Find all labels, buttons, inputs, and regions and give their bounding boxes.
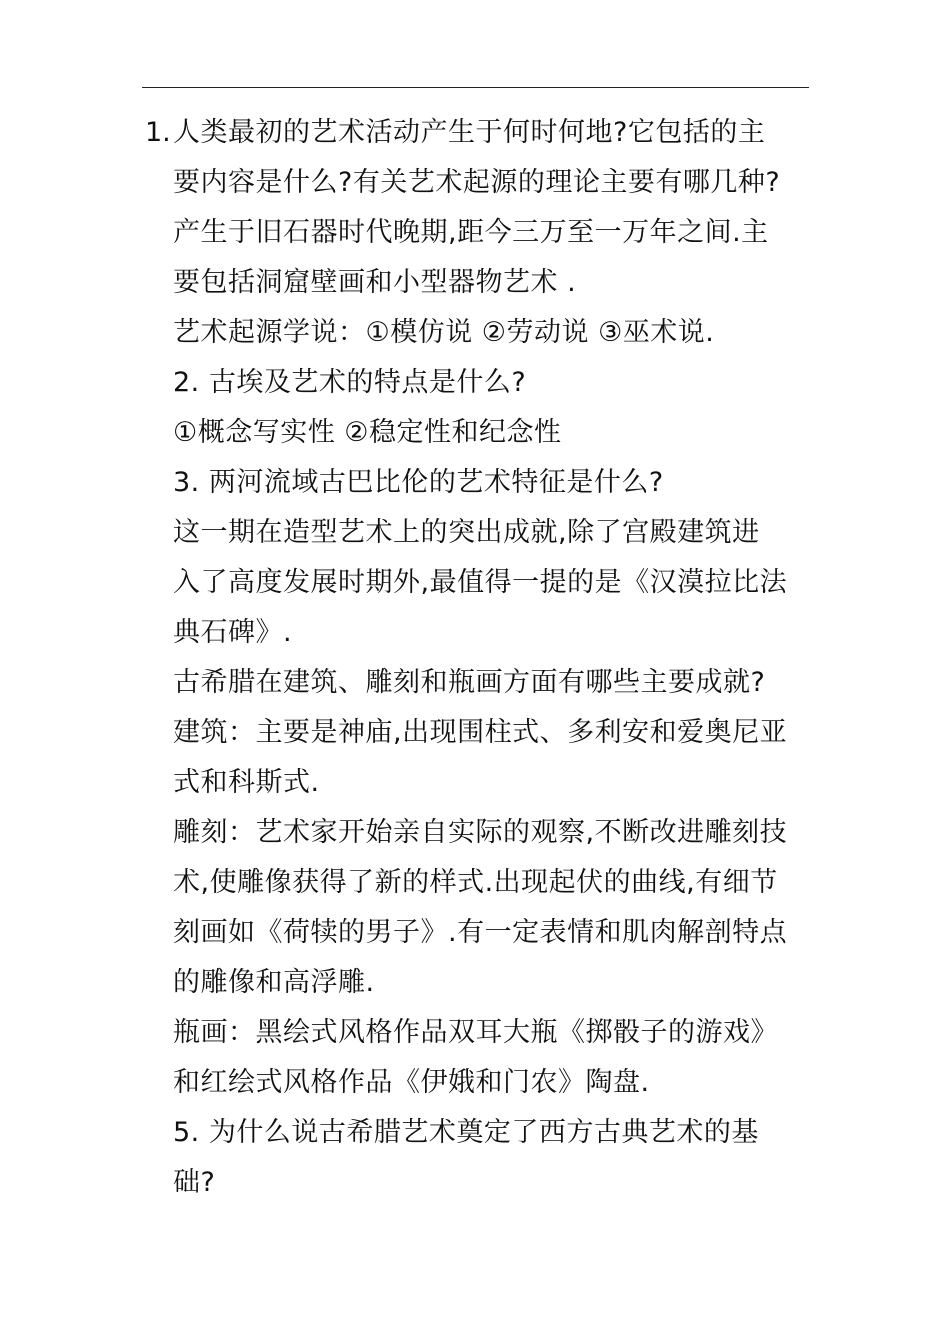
text-line: 产生于旧石器时代晚期,距今三万至一万年之间.主 [173, 217, 769, 248]
text-line: 刻画如《荷犊的男子》.有一定表情和肌肉解剖特点 [173, 917, 788, 948]
text-line: 3. 两河流域古巴比伦的艺术特征是什么? [173, 467, 664, 498]
text-line: 术,使雕像获得了新的样式.出现起伏的曲线,有细节 [173, 867, 778, 898]
text-line: 入了高度发展时期外,最值得一提的是《汉漠拉比法 [173, 567, 788, 598]
text-line: 的雕像和高浮雕. [173, 967, 375, 998]
text-line: 雕刻：艺术家开始亲自实际的观察,不断改进雕刻技 [173, 817, 788, 848]
text-line: ①概念写实性 ②稳定性和纪念性 [173, 417, 562, 448]
text-line: 瓶画：黑绘式风格作品双耳大瓶《掷骰子的游戏》 [173, 1017, 778, 1048]
text-line: 典石碑》. [173, 617, 293, 648]
text-line: 式和科斯式. [173, 767, 320, 798]
text-line: 建筑：主要是神庙,出现围柱式、多利安和爱奥尼亚 [173, 717, 788, 748]
text-line: 和红绘式风格作品《伊娥和门农》陶盘. [173, 1067, 650, 1098]
text-line: 2. 古埃及艺术的特点是什么? [173, 367, 527, 398]
text-line: 古希腊在建筑、雕刻和瓶画方面有哪些主要成就? [173, 667, 766, 698]
text-line: 要包括洞窟壁画和小型器物艺术 . [173, 267, 577, 298]
item-number-1: 1. [145, 117, 171, 148]
text-line: 要内容是什么?有关艺术起源的理论主要有哪几种? [173, 167, 781, 198]
text-line: 这一期在造型艺术上的突出成就,除了宫殿建筑进 [173, 517, 760, 548]
text-line: 础? [173, 1167, 216, 1198]
text-line: 艺术起源学说：①模仿说 ②劳动说 ③巫术说. [173, 317, 715, 348]
header-rule [142, 87, 809, 88]
text-line: 5. 为什么说古希腊艺术奠定了西方古典艺术的基 [173, 1117, 759, 1148]
text-line: 人类最初的艺术活动产生于何时何地?它包括的主 [173, 117, 766, 148]
